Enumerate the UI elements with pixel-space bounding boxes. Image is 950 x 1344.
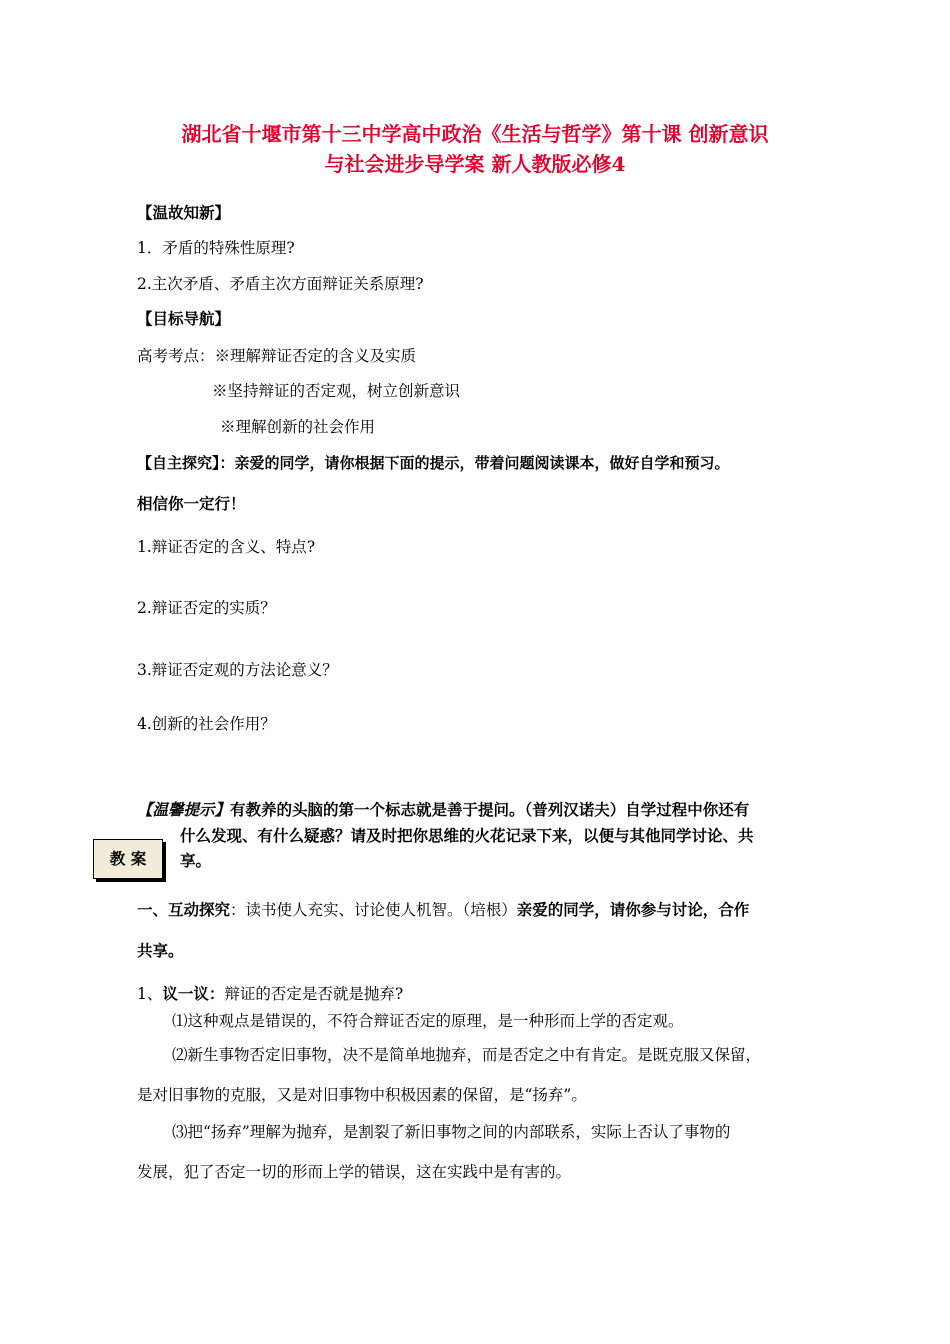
self-study-question-1: 1.辩证否定的含义、特点? xyxy=(137,538,316,556)
goals-line-3: ※理解创新的社会作用 xyxy=(220,418,376,436)
discussion-point-2-line2: 是对旧事物的克服，又是对旧事物中积极因素的保留，是“扬弃”。 xyxy=(137,1086,587,1104)
self-study-question-2: 2.辩证否定的实质？ xyxy=(137,599,276,617)
goals-line-2: ※坚持辩证的否定观，树立创新意识 xyxy=(212,382,461,400)
section1-heading xyxy=(137,900,749,920)
discussion-point-3-line1: ⑶把“扬弃”理解为抛弃，是割裂了新旧事物之间的内部联系，实际上否认了事物的 xyxy=(172,1123,731,1141)
goals-heading: 【目标导航】 xyxy=(137,309,231,328)
self-study-heading: 【自主探究】：亲爱的同学，请你根据下面的提示，带着问题阅读课本，做好自学和预习。 xyxy=(137,454,730,472)
review-question-2: 2.主次矛盾、矛盾主次方面辩证关系原理? xyxy=(137,275,424,293)
section1-invite: 亲爱的同学，请你参与讨论，合作 xyxy=(516,900,750,919)
section1-title: 一、互动探究 xyxy=(137,900,231,919)
lesson-plan-box: 教 案 xyxy=(93,839,163,879)
discussion-point-2-line1: ⑵新生事物否定旧事物，决不是简单地抛弃，而是否定之中有肯定。是既克服又保留， xyxy=(172,1046,762,1064)
discussion-point-1: ⑴这种观点是错误的，不符合辩证否定的原理，是一种形而上学的否定观。 xyxy=(172,1012,684,1030)
review-heading: 【温故知新】 xyxy=(137,203,231,222)
document-title-line1: 湖北省十堰市第十三中学高中政治《生活与哲学》第十课 创新意识 xyxy=(181,122,769,146)
tip-line-2: 什么发现、有什么疑惑？请及时把你思维的火花记录下来，以便与其他同学讨论、共 xyxy=(180,826,754,845)
section1-heading-line2: 共享。 xyxy=(137,941,184,960)
discussion-question-text: 辩证的否定是否就是抛弃? xyxy=(224,985,404,1003)
discussion-label: 议一议： xyxy=(162,984,225,1003)
document-title-line2: 与社会进步导学案 新人教版必修4 xyxy=(324,152,626,176)
tip-label: 【温馨提示】 xyxy=(137,800,231,819)
tip-line-3: 享。 xyxy=(180,851,212,870)
section1-quote: ：读书使人充实、讨论使人机智。（培根） xyxy=(230,901,517,919)
discussion-point-3-line2: 发展，犯了否定一切的形而上学的错误，这在实践中是有害的。 xyxy=(137,1163,572,1181)
review-question-1: 1．矛盾的特殊性原理? xyxy=(137,239,295,257)
discussion-number: 1、 xyxy=(137,985,163,1003)
self-study-question-4: 4.创新的社会作用？ xyxy=(137,715,276,733)
self-study-question-3: 3.辩证否定观的方法论意义？ xyxy=(137,661,338,679)
tip-text-1: 有教养的头脑的第一个标志就是善于提问。（普列汉诺夫）自学过程中你还有 xyxy=(230,800,750,819)
tip-line-1 xyxy=(137,800,749,820)
goals-line-1: 高考考点：※理解辩证否定的含义及实质 xyxy=(137,347,417,365)
self-study-encourage: 相信你一定行！ xyxy=(137,494,246,513)
discussion-question xyxy=(137,984,403,1004)
